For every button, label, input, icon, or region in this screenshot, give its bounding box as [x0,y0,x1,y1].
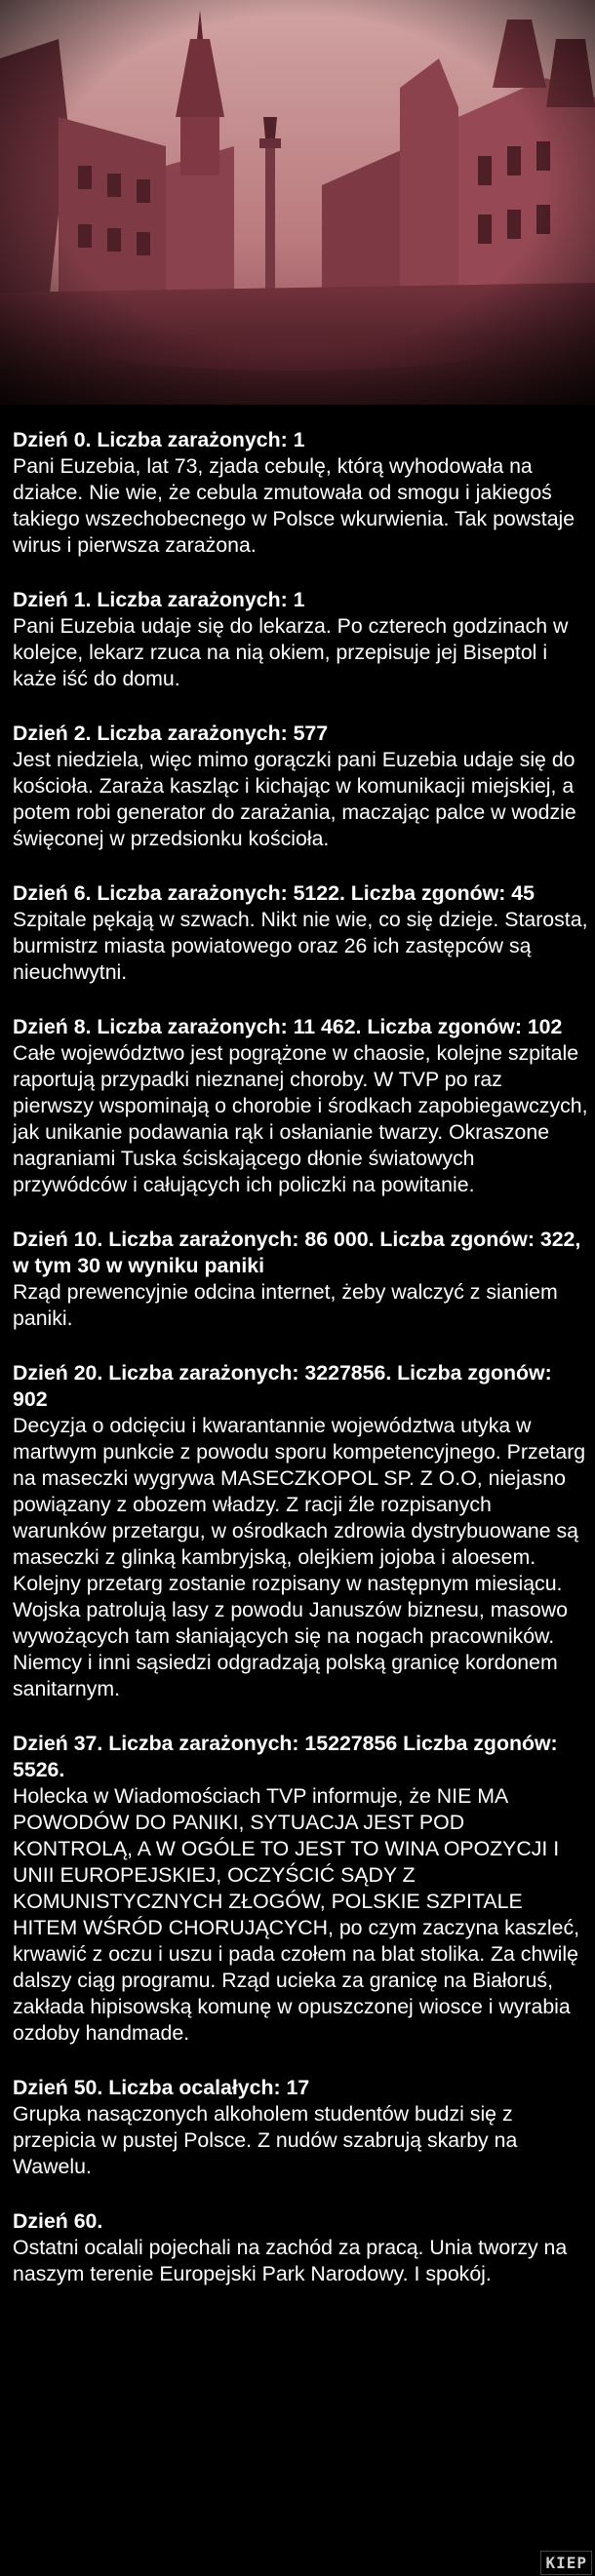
entry-title: Dzień 2. Liczba zarażonych: 577 [13,722,329,745]
entry-title: Dzień 1. Liczba zarażonych: 1 [13,588,305,611]
entry-day-37 [13,1731,588,2047]
entry-day-10 [13,1227,588,1332]
entry-body: Szpitale pękają w szwach. Nikt nie wie, co się dzieje. Starosta, burmistrz miasta powiatowego oraz 26 ich zastępców są nieuchwytni. [13,908,588,984]
entry-title: Dzień 8. Liczba zarażonych: 11 462. Liczba zgonów: 102 [13,1015,563,1038]
entry-day-20 [13,1360,588,1702]
entry-day-50 [13,2075,588,2180]
entry-day-2 [13,721,588,852]
entry-body: Holecka w Wiadomościach TVP informuje, że NIE MA POWODÓW DO PANIKI, SYTUACJA JEST POD KONTROLĄ, A W OGÓLE TO JEST TO WINA OPOZYCJI I UNII EUROPEJSKIEJ, OCZYŚCIĆ SĄDY Z KOMUNISTYCZNYCH ZŁOGÓW, POLSKIE SZPITALE HITEM WŚRÓD CHORUJĄCYCH, po czym zaczyna kaszleć, krwawić z oczu i uszu i pada czołem na blat stolika. Za chwilę dalszy ciąg programu. Rząd ucieka za granicę na Białoruś, zakłada hipisowską komunę w opuszczonej wiosce i wyrabia ozdoby handmade. [13,1784,580,2045]
entry-title: Dzień 20. Liczba zarażonych: 3227856. Liczba zgonów: 902 [13,1361,552,1411]
entry-body: Grupka nasączonych alkoholem studentów budzi się z przepicia w pustej Polsce. Z nudów szabrują skarby na Wawelu. [13,2102,518,2178]
hero-photo [0,0,595,405]
entry-title: Dzień 50. Liczba ocalałych: 17 [13,2076,310,2099]
entry-day-8 [13,1014,588,1198]
entry-body: Decyzja o odcięciu i kwarantannie województwa utyka w martwym punkcie z powodu sporu kompetencyjnego. Przetarg na maseczki wygrywa MASECZKOPOL SP. Z O.O, niejasno powiązany z obozem władzy. Z racji źle rozpisanych warunków przetargu, w ośrodkach zdrowia dystrybuowane są maseczki z glinką kambryjską, olejkiem jojoba i aloesem. Kolejny przetarg zostanie rozpisany w następnym miesiącu. Wojska patrolują lasy z powodu Januszów biznesu, masowo wywożących tam słaniających się na nogach pracowników. Niemcy i inni sąsiedzi odgradzają polską granicę kordonem sanitarnym. [13,1414,586,1700]
entry-day-60 [13,2208,588,2287]
entry-title: Dzień 0. Liczba zarażonych: 1 [13,428,305,451]
site-watermark-logo: KIEP [540,2551,592,2575]
castle-square-illustration [0,0,595,405]
entry-day-0 [13,427,588,559]
entry-title: Dzień 6. Liczba zarażonych: 5122. Liczba zgonów: 45 [13,881,535,905]
entry-body: Pani Euzebia, lat 73, zjada cebulę, którą wyhodowała na działce. Nie wie, że cebula zmutowała od smogu i jakiegoś takiego wszechobecnego w Polsce wkurwienia. Tak powstaje wirus i pierwsza zarażona. [13,454,575,557]
entry-day-6 [13,880,588,986]
entry-title: Dzień 60. [13,2209,103,2233]
entry-title: Dzień 37. Liczba zarażonych: 15227856 Liczba zgonów: 5526. [13,1732,558,1781]
article-content [13,427,588,2316]
entry-body: Ostatni ocalali pojechali na zachód za pracą. Unia tworzy na naszym terenie Europejski Park Narodowy. I spokój. [13,2236,568,2285]
entry-body: Jest niedziela, więc mimo gorączki pani Euzebia udaje się do kościoła. Zaraża kaszląc i kichając w komunikacji miejskiej, a potem robi generator do zarażania, maczając palce w wodzie święconej w przedsionku kościoła. [13,748,576,850]
entry-title: Dzień 10. Liczba zarażonych: 86 000. Liczba zgonów: 322, w tym 30 w wyniku paniki [13,1228,581,1277]
entry-body: Całe województwo jest pogrążone w chaosie, kolejne szpitale raportują przypadki nieznanej choroby. W TVP po raz pierwszy wspominają o chorobie i środkach zapobiegawczych, jak unikanie podawania rąk i osłanianie twarzy. Okraszone nagraniami Tuska ściskającego dłonie światowych przywódców i całujących ich policzki na powitanie. [13,1041,588,1196]
entry-body: Rząd prewencyjnie odcina internet, żeby walczyć z sianiem paniki. [13,1280,558,1330]
entry-body: Pani Euzebia udaje się do lekarza. Po czterech godzinach w kolejce, lekarz rzuca na nią okiem, przepisuje jej Biseptol i każe iść do domu. [13,614,569,690]
entry-day-1 [13,587,588,692]
